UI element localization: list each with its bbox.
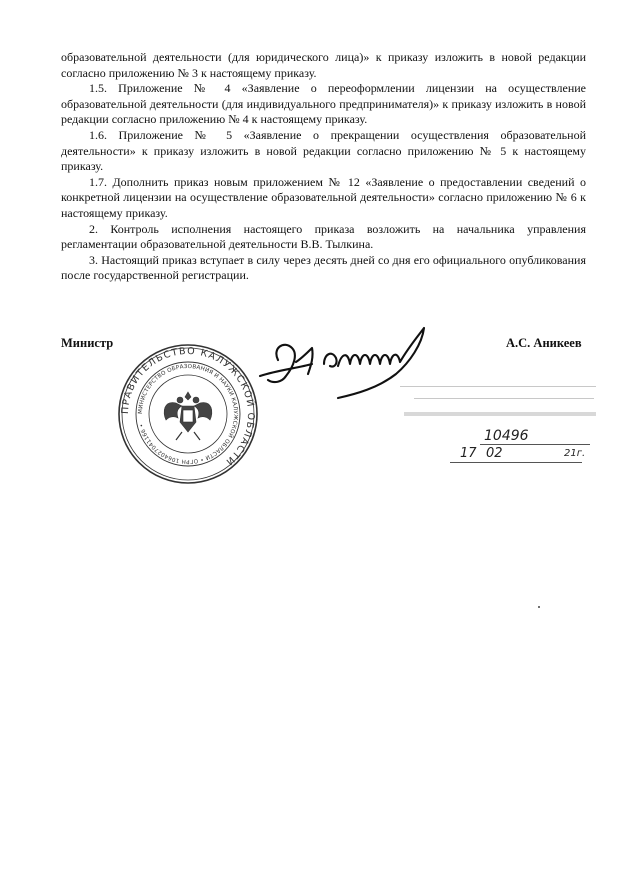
paragraph-1-4-continued: образовательной деятельности (для юридического лица)» к приказу изложить в новой редакции согласно приложению № 3 к настоящему приказу. [61, 50, 586, 80]
paragraph-3: 3. Настоящий приказ вступает в силу через десять дней со дня его официального опубликования после государственной регистрации. [61, 252, 586, 283]
paragraph-1-5: 1.5. Приложение № 4 «Заявление о переоформлении лицензии на осуществление образовательной деятельности (для индивидуального предпринимателя)» к приказу изложить в новой редакции согласно приложению № 4 к настоящему приказу. [61, 81, 586, 127]
stamp-date-rule [450, 462, 582, 463]
stamp-rule [414, 398, 594, 399]
registration-number: 10496 [484, 428, 529, 444]
scan-speck [538, 606, 540, 608]
svg-text:МИНИСТЕРСТВО ОБРАЗОВАНИЯ И НАУ: МИНИСТЕРСТВО ОБРАЗОВАНИЯ И НАУКИ КАЛУЖСКОЙ ОБЛАСТИ • ОГРН 1064027041166 • [137, 363, 239, 465]
signatory-role: Министр [61, 336, 114, 350]
paragraph-1-6: 1.6. Приложение № 5 «Заявление о прекращении осуществления образовательной деятельности» к приказу изложить в новой редакции согласно приложению № 5 к настоящему приказу. [61, 127, 586, 174]
signatory-name: А.С. Аникеев [506, 336, 582, 350]
paragraph-1-7: 1.7. Дополнить приказ новым приложением № 12 «Заявление о предоставлении сведений о конкретной лицензии на осуществление образовательной деятельности» согласно приложению № 6 к настоящему приказу. [61, 174, 586, 220]
document-body [61, 50, 586, 284]
registration-year: 21г. [564, 448, 586, 459]
svg-text:ПРАВИТЕЛЬСТВО КАЛУЖСКОЙ ОБЛАСТ: ПРАВИТЕЛЬСТВО КАЛУЖСКОЙ ОБЛАСТИ [119, 345, 257, 468]
stamp-number-rule [480, 444, 590, 445]
registration-month: 02 [486, 446, 503, 461]
signature-icon [238, 318, 438, 408]
paragraph-2: 2. Контроль исполнения настоящего приказа возложить на начальника управления регламентации образовательной деятельности В.В. Тылкина. [61, 221, 586, 252]
stamp-rule [404, 412, 596, 416]
registration-day: 17 [460, 446, 477, 461]
